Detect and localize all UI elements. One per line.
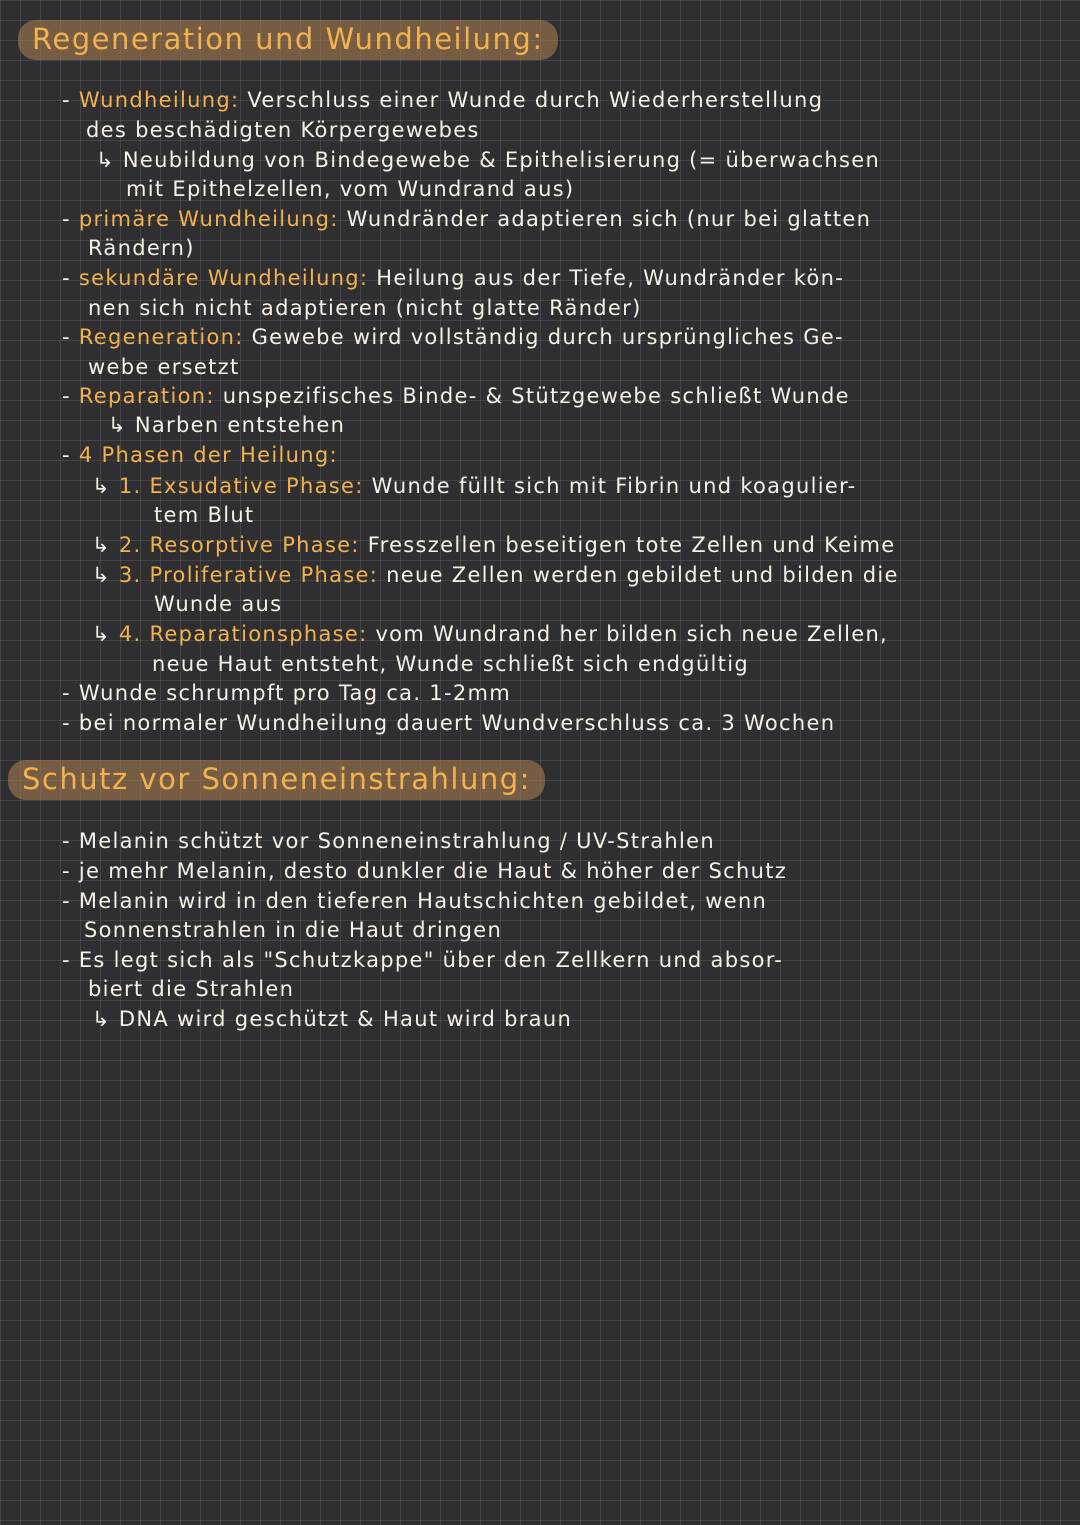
line-prefix: -: [62, 859, 79, 883]
line-text: Wundränder adaptieren sich (nur bei glatten: [338, 207, 872, 231]
note-line: [62, 441, 338, 469]
note-line: [96, 146, 880, 174]
section-heading-sun-protection: Schutz vor Sonneneinstrahlung:: [8, 760, 545, 800]
line-text: Narben entstehen: [134, 413, 346, 437]
line-text: Melanin schützt vor Sonneneinstrahlung / UV-Strahlen: [78, 829, 715, 853]
line-text: des beschädigten Körpergewebes: [86, 118, 480, 142]
section-heading-regeneration: Regeneration und Wundheilung:: [18, 20, 558, 60]
line-text: Gewebe wird vollständig durch ursprüngliches Ge-: [243, 325, 844, 349]
note-line: [126, 175, 574, 203]
line-text: je mehr Melanin, desto dunkler die Haut & höher der Schutz: [78, 859, 788, 883]
note-line: [62, 709, 835, 737]
term: 4 Phasen der Heilung:: [78, 443, 338, 467]
note-line: [62, 264, 844, 292]
term: Wundheilung:: [78, 88, 240, 112]
line-text: Verschluss einer Wunde durch Wiederherstellung: [239, 88, 824, 112]
term: 3. Proliferative Phase:: [118, 563, 379, 587]
line-text: neue Haut entsteht, Wunde schließt sich endgültig: [152, 652, 749, 676]
line-text: Fresszellen beseitigen tote Zellen und Keime: [359, 533, 896, 557]
line-text: mit Epithelzellen, vom Wundrand aus): [126, 177, 575, 201]
line-text: Es legt sich als "Schutzkappe" über den Zellkern und absor-: [78, 948, 784, 972]
note-line: [92, 472, 857, 500]
line-text: Heilung aus der Tiefe, Wundränder kön-: [368, 266, 845, 290]
line-text: Wunde schrumpft pro Tag ca. 1-2mm: [78, 681, 512, 705]
line-prefix: ↳: [92, 563, 119, 587]
note-line: [154, 590, 282, 618]
line-text: DNA wird geschützt & Haut wird braun: [118, 1007, 573, 1031]
note-line: [62, 382, 850, 410]
term: 2. Resorptive Phase:: [118, 533, 360, 557]
note-line: [92, 1005, 572, 1033]
line-prefix: ↳: [108, 413, 135, 437]
line-text: biert die Strahlen: [88, 977, 295, 1001]
note-line: [92, 561, 899, 589]
line-prefix: -: [62, 88, 79, 112]
note-line: [62, 86, 823, 114]
note-line: [62, 946, 783, 974]
note-line: [62, 887, 767, 915]
note-line: [88, 975, 294, 1003]
note-line: [92, 620, 888, 648]
line-text: Wunde aus: [154, 592, 283, 616]
note-line: [88, 353, 240, 381]
line-prefix: -: [62, 948, 79, 972]
line-prefix: ↳: [92, 622, 119, 646]
term: 4. Reparationsphase:: [118, 622, 368, 646]
line-prefix: ↳: [92, 533, 119, 557]
line-prefix: ↳: [96, 148, 123, 172]
line-prefix: -: [62, 207, 79, 231]
line-text: Melanin wird in den tieferen Hautschichten gebildet, wenn: [78, 889, 768, 913]
line-text: bei normaler Wundheilung dauert Wundverschluss ca. 3 Wochen: [78, 711, 836, 735]
line-prefix: -: [62, 681, 79, 705]
term: Reparation:: [78, 384, 215, 408]
line-prefix: -: [62, 443, 79, 467]
line-text: Wunde füllt sich mit Fibrin und koagulier-: [363, 474, 857, 498]
note-line: [152, 650, 749, 678]
line-text: Rändern): [88, 236, 195, 260]
note-line: [62, 323, 844, 351]
note-line: [86, 116, 480, 144]
line-prefix: -: [62, 325, 79, 349]
line-text: Sonnenstrahlen in die Haut dringen: [84, 918, 503, 942]
line-text: webe ersetzt: [88, 355, 240, 379]
note-line: [62, 679, 511, 707]
line-text: nen sich nicht adaptieren (nicht glatte Ränder): [88, 296, 642, 320]
line-prefix: ↳: [92, 474, 119, 498]
note-line: [62, 857, 787, 885]
line-text: Neubildung von Bindegewebe & Epithelisierung (= überwachsen: [122, 148, 881, 172]
line-prefix: -: [62, 384, 79, 408]
line-prefix: -: [62, 889, 79, 913]
note-line: [88, 234, 195, 262]
line-prefix: ↳: [92, 1007, 119, 1031]
term: 1. Exsudative Phase:: [118, 474, 364, 498]
line-text: unspezifisches Binde- & Stützgewebe schließt Wunde: [214, 384, 850, 408]
note-line: [92, 531, 896, 559]
note-line: [108, 411, 345, 439]
line-text: tem Blut: [154, 503, 255, 527]
note-line: [88, 294, 642, 322]
line-text: vom Wundrand her bilden sich neue Zellen,: [367, 622, 889, 646]
line-text: neue Zellen werden gebildet und bilden die: [378, 563, 899, 587]
note-line: [62, 827, 715, 855]
note-line: [84, 916, 502, 944]
term: Regeneration:: [78, 325, 244, 349]
line-prefix: -: [62, 266, 79, 290]
term: primäre Wundheilung:: [78, 207, 339, 231]
note-line: [154, 501, 254, 529]
line-prefix: -: [62, 711, 79, 735]
line-prefix: -: [62, 829, 79, 853]
term: sekundäre Wundheilung:: [78, 266, 369, 290]
note-line: [62, 205, 871, 233]
